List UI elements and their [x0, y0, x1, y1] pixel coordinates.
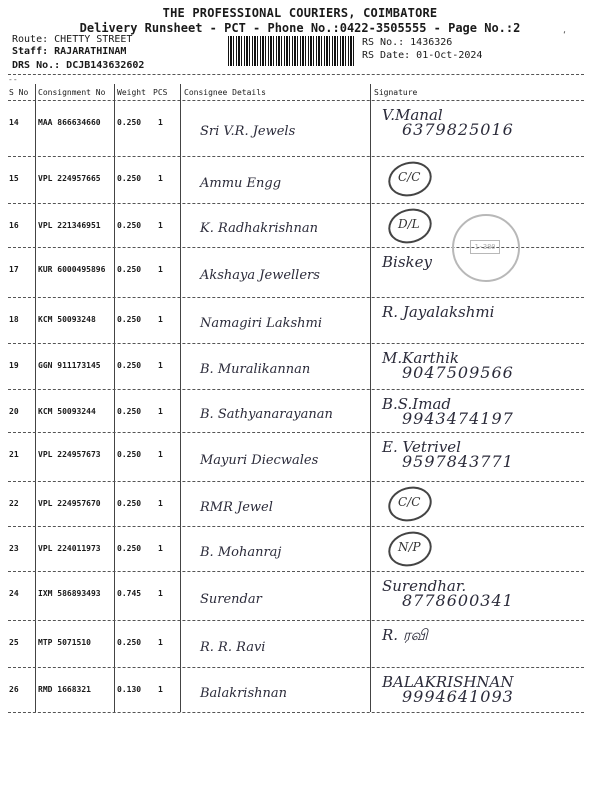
signature-handwriting: B.S.Imad	[382, 395, 451, 413]
consignee-handwriting: B. Mohanraj	[200, 544, 282, 560]
signature-handwriting: Surendhar.	[382, 577, 467, 595]
row-consignment-no: MTP 5071510	[38, 638, 91, 647]
corner-mark: ‘	[562, 30, 567, 39]
row-consignment-no: KCM 50093244	[38, 407, 96, 416]
row-pcs: 1	[158, 589, 163, 598]
column-rule	[35, 84, 36, 712]
consignee-handwriting: B. Muralikannan	[200, 362, 311, 377]
staff-label: Staff: RAJARATHINAM	[12, 46, 127, 57]
consignee-handwriting: Ammu Engg	[200, 175, 282, 191]
row-sno: 15	[9, 174, 19, 183]
row-sno: 21	[9, 450, 19, 459]
row-consignment-no: KUR 6000495896	[38, 265, 106, 274]
column-header-pcs: PCS	[153, 88, 168, 97]
row-weight: 0.250	[117, 265, 142, 274]
column-header-divider	[8, 100, 584, 101]
consignee-handwriting: B. Sathyanarayanan	[200, 406, 333, 422]
consignee-handwriting: Balakrishnan	[200, 685, 288, 701]
barcode	[228, 36, 354, 66]
row-weight: 0.250	[117, 174, 142, 183]
row-weight: 0.250	[117, 118, 142, 127]
row-weight: 0.250	[117, 407, 142, 416]
row-pcs: 1	[158, 450, 163, 459]
column-header-sno: S No	[9, 88, 29, 97]
column-rule	[370, 84, 371, 712]
status-stamp: C/C	[398, 495, 421, 509]
row-pcs: 1	[158, 407, 163, 416]
row-pcs: 1	[158, 361, 163, 370]
row-sno: 17	[9, 265, 19, 274]
row-divider	[8, 620, 584, 621]
signature-handwriting: E. Vetrivel	[382, 438, 461, 456]
row-weight: 0.250	[117, 221, 142, 230]
row-consignment-no: VPL 221346951	[38, 221, 101, 230]
row-pcs: 1	[158, 544, 163, 553]
row-weight: 0.250	[117, 450, 142, 459]
route-label: Route: CHETTY STREET	[12, 34, 133, 45]
row-divider	[8, 156, 584, 157]
seal-center: 1-380	[470, 240, 500, 254]
row-weight: 0.250	[117, 638, 142, 647]
consignee-handwriting: Sri V.R. Jewels	[200, 124, 296, 139]
row-pcs: 1	[158, 315, 163, 324]
row-consignment-no: VPL 224011973	[38, 544, 101, 553]
row-weight: 0.250	[117, 315, 142, 324]
status-stamp: N/P	[398, 540, 421, 554]
consignee-handwriting: Mayuri Diecwales	[200, 452, 319, 468]
row-divider	[8, 712, 584, 713]
rs-number: RS No.: 1436326	[362, 37, 453, 48]
row-pcs: 1	[158, 265, 163, 274]
column-header-weight: Weight	[117, 88, 146, 97]
signature-phone: 9994641093	[402, 687, 514, 706]
row-divider	[8, 203, 584, 204]
row-sno: 24	[9, 589, 19, 598]
signature-handwriting: R. Jayalakshmi	[382, 303, 495, 321]
row-sno: 23	[9, 544, 19, 553]
row-sno: 14	[9, 118, 19, 127]
row-sno: 18	[9, 315, 19, 324]
row-pcs: 1	[158, 118, 163, 127]
row-pcs: 1	[158, 499, 163, 508]
row-pcs: 1	[158, 174, 163, 183]
row-divider	[8, 571, 584, 572]
row-sno: 16	[9, 221, 19, 230]
row-pcs: 1	[158, 221, 163, 230]
signature-handwriting: R. ரவி	[382, 626, 428, 644]
consignee-handwriting: Akshaya Jewellers	[200, 268, 320, 283]
column-header-consignment: Consignment No	[38, 88, 106, 97]
row-consignment-no: IXM 586893493	[38, 589, 101, 598]
column-header-signature: Signature	[374, 88, 418, 97]
row-consignment-no: VPL 224957670	[38, 499, 101, 508]
row-consignment-no: KCM 50093248	[38, 315, 96, 324]
row-divider	[8, 297, 584, 298]
consignee-handwriting: R. R. Ravi	[200, 639, 266, 655]
row-weight: 0.130	[117, 685, 142, 694]
signature-phone: 9943474197	[402, 409, 514, 428]
status-stamp: C/C	[398, 170, 421, 184]
signature-phone: 9047509566	[402, 363, 514, 382]
row-divider	[8, 343, 584, 344]
row-divider	[8, 432, 584, 433]
signature-handwriting: BALAKRISHNAN	[382, 673, 514, 691]
column-rule	[114, 84, 115, 712]
status-stamp: D/L	[398, 217, 420, 231]
row-consignment-no: VPL 224957673	[38, 450, 101, 459]
row-consignment-no: VPL 224957665	[38, 174, 101, 183]
row-consignment-no: MAA 866634660	[38, 118, 101, 127]
header-divider	[8, 74, 584, 75]
row-sno: 20	[9, 407, 19, 416]
signature-handwriting: Biskey	[382, 253, 432, 271]
signature-phone: 8778600341	[402, 591, 514, 610]
column-rule	[180, 84, 181, 712]
row-weight: 0.250	[117, 499, 142, 508]
row-divider	[8, 526, 584, 527]
row-sno: 25	[9, 638, 19, 647]
row-sno: 26	[9, 685, 19, 694]
drs-number: DRS No.: DCJB143632602	[12, 60, 145, 71]
row-divider	[8, 389, 584, 390]
runsheet-subtitle: Delivery Runsheet - PCT - Phone No.:0422-3505555 - Page No.:2	[79, 21, 521, 35]
row-sno: 19	[9, 361, 19, 370]
consignee-handwriting: Namagiri Lakshmi	[200, 316, 322, 331]
row-weight: 0.745	[117, 589, 142, 598]
runsheet-title: THE PROFESSIONAL COURIERS, COIMBATORE	[162, 6, 438, 20]
row-divider	[8, 667, 584, 668]
dash-mark: --	[8, 75, 18, 84]
row-pcs: 1	[158, 638, 163, 647]
column-header-consignee: Consignee Details	[184, 88, 266, 97]
signature-phone: 6379825016	[402, 120, 514, 139]
consignee-handwriting: Surendar	[200, 591, 262, 607]
signature-handwriting: V.Manal	[382, 106, 443, 124]
consignee-handwriting: RMR Jewel	[200, 499, 273, 515]
row-weight: 0.250	[117, 361, 142, 370]
row-consignment-no: RMD 1668321	[38, 685, 91, 694]
consignee-handwriting: K. Radhakrishnan	[200, 221, 319, 236]
signature-handwriting: M.Karthik	[382, 349, 460, 367]
row-weight: 0.250	[117, 544, 142, 553]
rs-date: RS Date: 01-Oct-2024	[362, 50, 483, 61]
row-pcs: 1	[158, 685, 163, 694]
row-sno: 22	[9, 499, 19, 508]
row-consignment-no: GGN 911173145	[38, 361, 101, 370]
signature-phone: 9597843771	[402, 452, 514, 471]
row-divider	[8, 481, 584, 482]
